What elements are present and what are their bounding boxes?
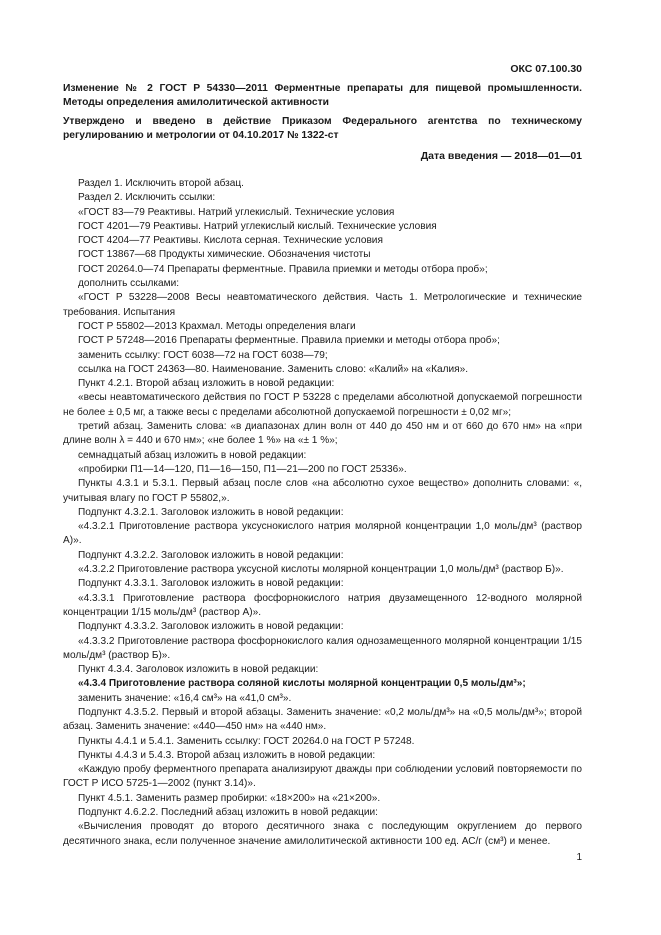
bold-paragraph: «4.3.4 Приготовление раствора соляной кислоты молярной концентрации 0,5 моль/дм³»; <box>78 678 526 690</box>
paragraph: ГОСТ 20264.0—74 Препараты ферментные. Правила приемки и методы отбора проб»; <box>78 263 488 275</box>
change-title: Изменение № 2 ГОСТ Р 54330—2011 Ферментные препараты для пищевой промышленности. Методы определения амилолитической активности <box>63 83 582 109</box>
paragraph: ГОСТ 4204—77 Реактивы. Кислота серная. Технические условия <box>78 235 383 247</box>
paragraph: заменить значение: «16,4 см³» на «41,0 см³». <box>78 692 292 704</box>
paragraph: «Вычисления проводят до второго десятичного знака с последующим округлением до первого десятичного знака, если полученное значение амилолитической активности 100 ед. АС/г (см³) и менее. <box>63 821 582 847</box>
effective-date: Дата введения — 2018—01—01 <box>420 150 582 162</box>
paragraph: Раздел 2. Исключить ссылки: <box>78 192 216 204</box>
paragraph: Пункты 4.4.1 и 5.4.1. Заменить ссылку: ГОСТ 20264.0 на ГОСТ Р 57248. <box>78 735 415 747</box>
paragraph: Подпункт 4.3.3.2. Заголовок изложить в новой редакции: <box>78 621 344 633</box>
paragraph: дополнить ссылками: <box>78 278 180 290</box>
paragraph: «пробирки П1—14—120, П1—16—150, П1—21—200 по ГОСТ 25336». <box>78 463 407 475</box>
page-number: 1 <box>576 852 582 863</box>
paragraph: Подпункт 4.3.2.1. Заголовок изложить в новой редакции: <box>78 506 344 518</box>
paragraph: Пункт 4.2.1. Второй абзац изложить в новой редакции: <box>78 378 335 390</box>
paragraph: Подпункт 4.3.5.2. Первый и второй абзацы. Заменить значение: «0,2 моль/дм³» на «0,5 моль/дм³»; второй абзац. Заменить значение: «440—450 нм» на «440 нм». <box>63 706 582 733</box>
approval-statement: Утверждено и введено в действие Приказом Федерального агентства по техническому регулированию и метрологии от 04.10.2017 № 1322-ст <box>63 116 582 142</box>
paragraph: «ГОСТ Р 53228—2008 Весы неавтоматического действия. Часть 1. Метрологические и технические требования. Испытания <box>63 292 582 318</box>
paragraph: семнадцатый абзац изложить в новой редакции: <box>78 449 307 461</box>
document-body <box>63 177 582 849</box>
paragraph: ГОСТ 13867—68 Продукты химические. Обозначения чистоты <box>78 249 371 261</box>
paragraph: «4.3.2.1 Приготовление раствора уксуснокислого натрия молярной концентрации 1,0 моль/дм³ (раствор А)». <box>63 521 582 547</box>
paragraph: ГОСТ Р 55802—2013 Крахмал. Методы определения влаги <box>78 320 356 332</box>
oks-code: ОКС 07.100.30 <box>510 63 582 75</box>
paragraph: «весы неавтоматического действия по ГОСТ Р 53228 с пределами абсолютной допускаемой погрешности не более ± 0,5 мг, а также весы с пределами абсолютной допускаемой погрешности ± 0,02 мг»; <box>63 392 582 418</box>
paragraph: Подпункт 4.3.3.1. Заголовок изложить в новой редакции: <box>78 578 344 590</box>
paragraph: Раздел 1. Исключить второй абзац. <box>78 178 244 189</box>
paragraph: «Каждую пробу ферментного препарата анализируют дважды при соблюдении условий повторяемости по ГОСТ Р ИСО 5725-1—2002 (пункт 3.14)». <box>63 764 582 790</box>
paragraph: ГОСТ Р 57248—2016 Препараты ферментные. Правила приемки и методы отбора проб»; <box>78 335 500 347</box>
paragraph: «4.3.3.1 Приготовление раствора фосфорнокислого натрия двузамещенного 12-водного молярной концентрации 1/15 моль/дм³ (раствор А)». <box>63 592 582 618</box>
paragraph: Пункт 4.5.1. Заменить размер пробирки: «18×200» на «21×200». <box>78 792 381 804</box>
paragraph: третий абзац. Заменить слова: «в диапазонах длин волн от 440 до 450 нм и от 660 до 670 нм» на «при длине волн λ = 440 и 670 нм»; «не более 1 %» на «± 1 %»; <box>63 421 582 447</box>
paragraph: заменить ссылку: ГОСТ 6038—72 на ГОСТ 6038—79; <box>78 349 328 361</box>
paragraph: Подпункт 4.6.2.2. Последний абзац изложить в новой редакции: <box>78 807 378 819</box>
paragraph: «ГОСТ 83—79 Реактивы. Натрий углекислый. Технические условия <box>78 206 395 218</box>
paragraph: «4.3.3.2 Приготовление раствора фосфорнокислого калия однозамещенного молярной концентрации 1/15 моль/дм³ (раствор Б)». <box>63 635 582 661</box>
paragraph: ГОСТ 4201—79 Реактивы. Натрий углекислый кислый. Технические условия <box>78 220 437 232</box>
paragraph: ссылка на ГОСТ 24363—80. Наименование. Заменить слово: «Калий» на «Калия». <box>78 363 469 375</box>
paragraph: Подпункт 4.3.2.2. Заголовок изложить в новой редакции: <box>78 549 344 561</box>
paragraph: Пункты 4.3.1 и 5.3.1. Первый абзац после слов «на абсолютно сухое вещество» дополнить словами: «, учитывая влагу по ГОСТ Р 55802,». <box>63 478 582 504</box>
paragraph: «4.3.2.2 Приготовление раствора уксусной кислоты молярной концентрации 1,0 моль/дм³ (раствор Б)». <box>78 564 564 576</box>
paragraph: Пункты 4.4.3 и 5.4.3. Второй абзац изложить в новой редакции: <box>78 749 376 761</box>
paragraph: Пункт 4.3.4. Заголовок изложить в новой редакции: <box>78 664 319 676</box>
